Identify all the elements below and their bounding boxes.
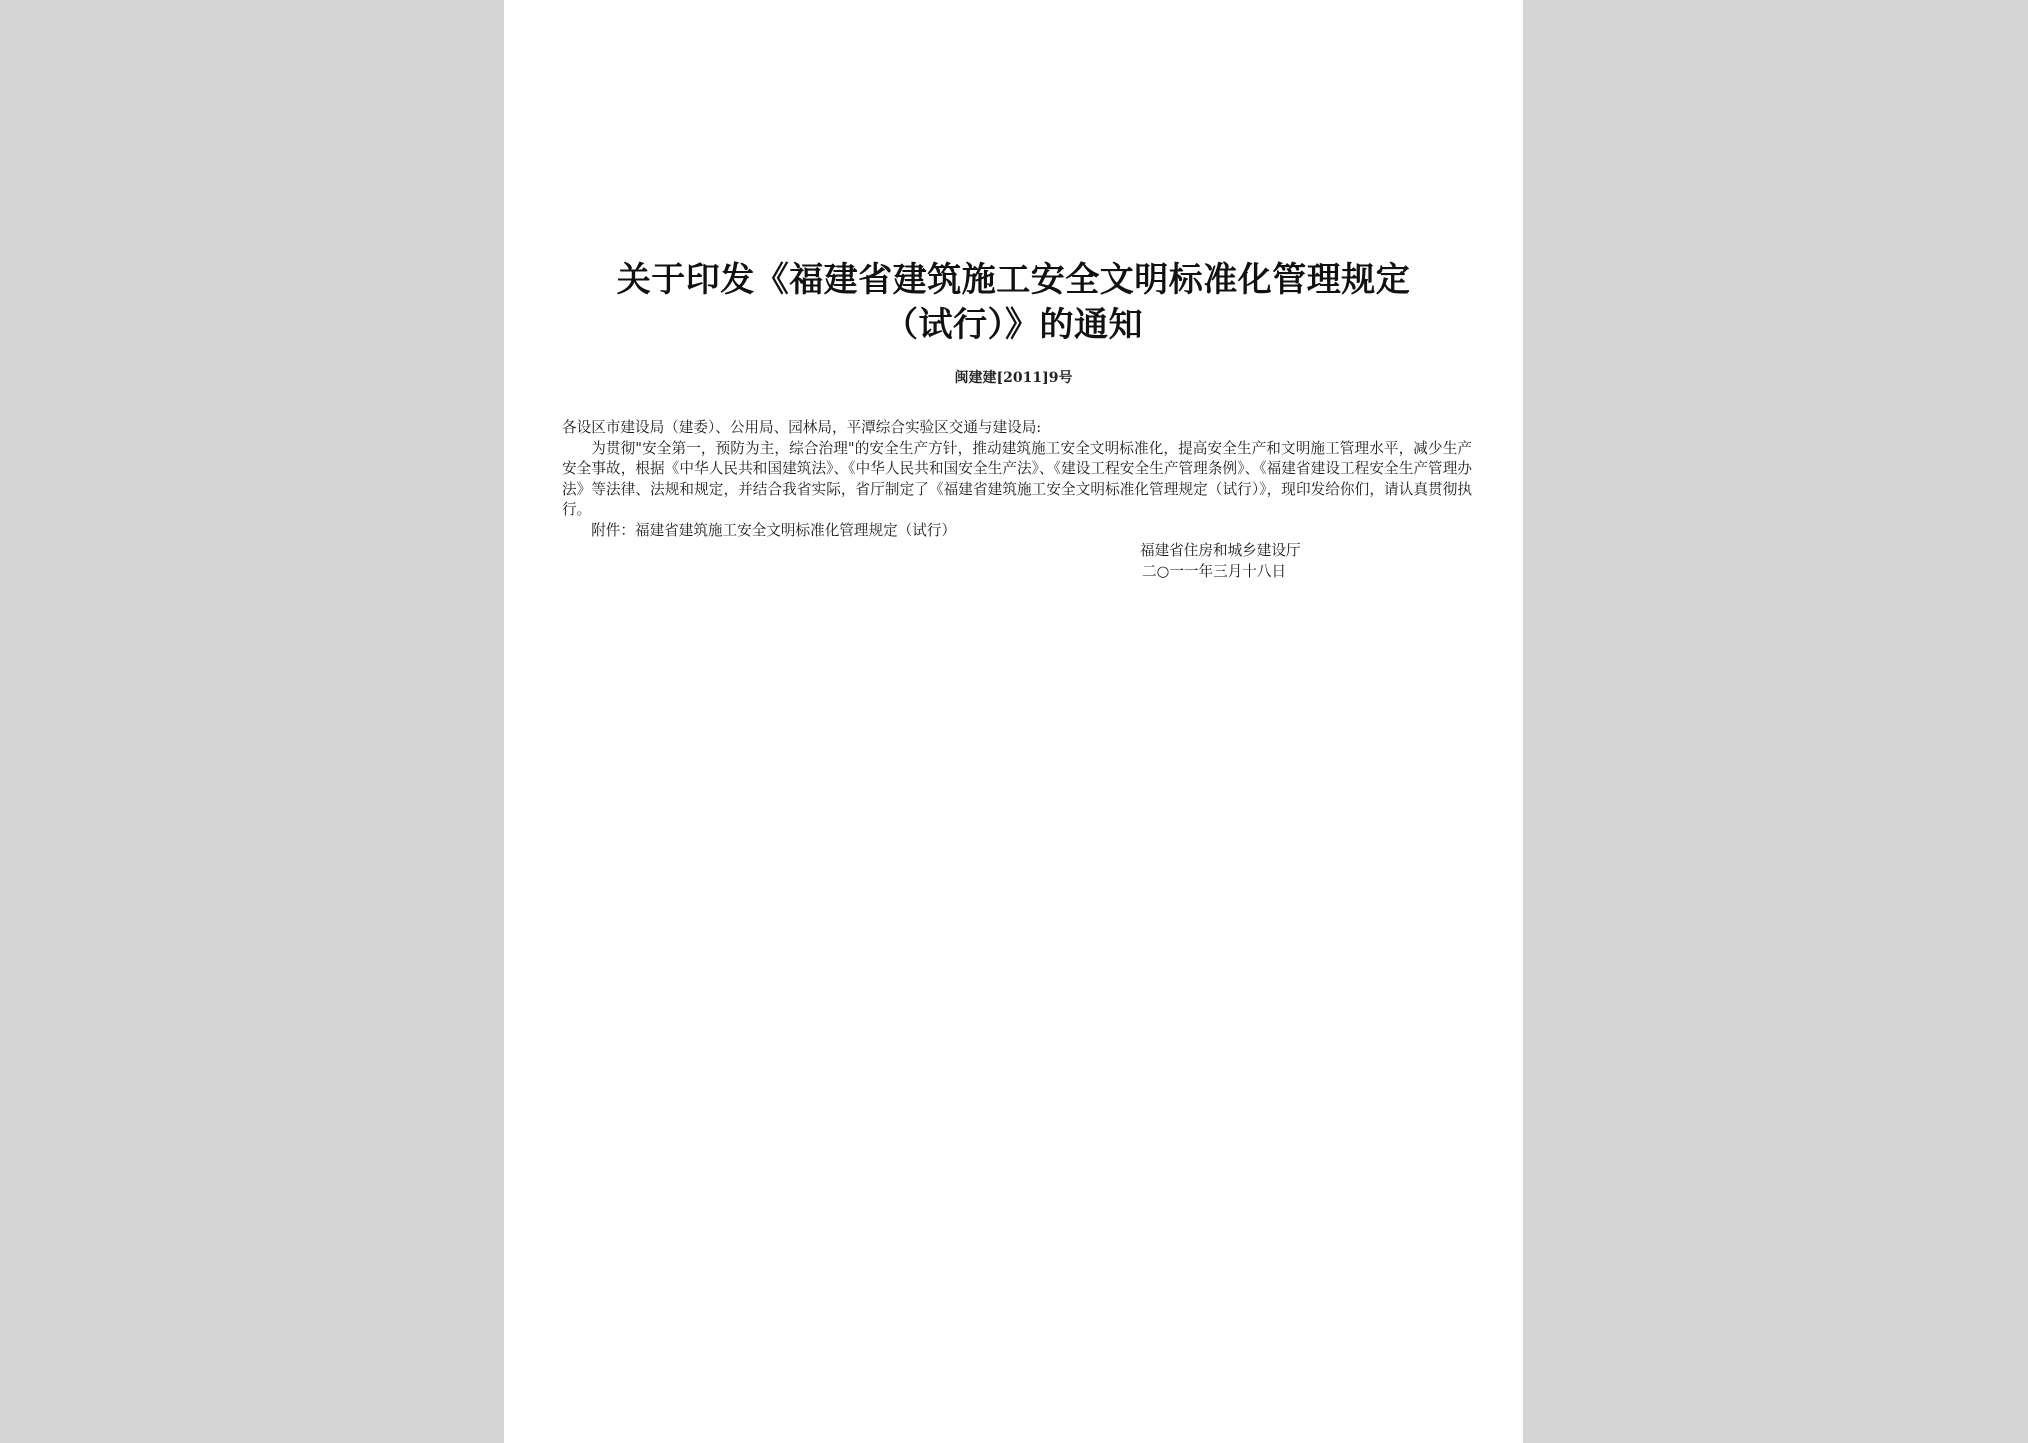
- issue-date: 二○一一年三月十八日: [1142, 563, 1287, 580]
- main-paragraph: 为贯彻"安全第一，预防为主，综合治理"的安全生产方针，推动建筑施工安全文明标准化，提高安全生产和文明施工管理水平，减少生产安全事故，根据《中华人民共和国建筑法》、《中华人民共和国安全生产法》、《建设工程安全生产管理条例》、《福建省建设工程安全生产管理办法》等法律、法规和规定，并结合我省实际，省厅制定了《福建省建筑施工安全文明标准化管理规定（试行）》，现印发给你们，请认真贯彻执行。: [562, 439, 1472, 518]
- issuer-name: 福建省住房和城乡建设厅: [1140, 542, 1301, 559]
- document-page: [504, 0, 1523, 1443]
- document-title: [504, 258, 1523, 348]
- signature-block: [1140, 540, 1301, 582]
- addressee: 各设区市建设局（建委）、公用局、园林局，平潭综合实验区交通与建设局:: [562, 419, 1042, 436]
- attachment-note: 附件：福建省建筑施工安全文明标准化管理规定（试行）: [591, 521, 957, 539]
- title-line-2: （试行）》的通知: [884, 305, 1143, 345]
- document-number: 闽建建[2011]9号: [954, 370, 1073, 386]
- title-line-1: 关于印发《福建省建筑施工安全文明标准化管理规定: [616, 260, 1411, 300]
- document-body: [562, 418, 1472, 541]
